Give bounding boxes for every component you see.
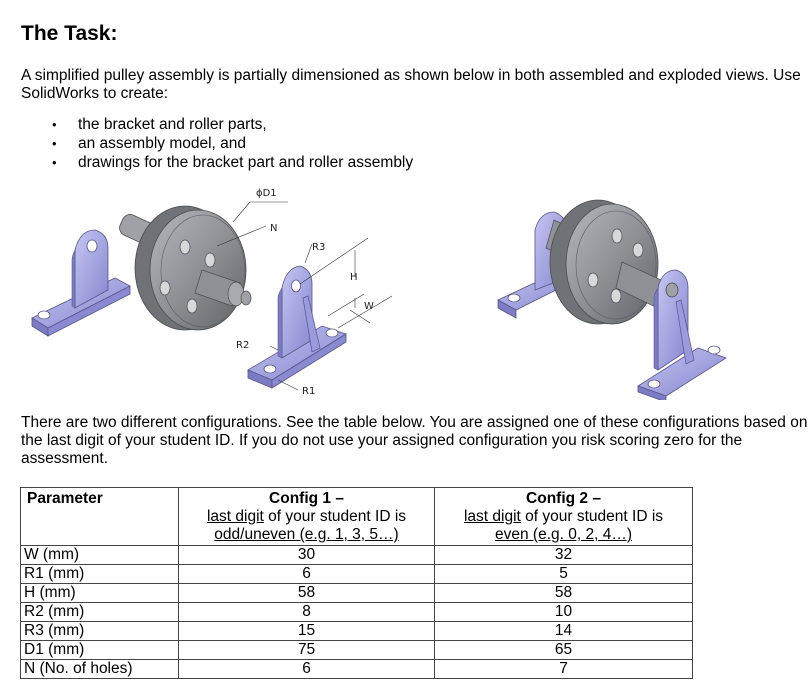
param-name: N (No. of holes) [21,660,179,679]
config-1-value: 15 [179,622,435,641]
configurations-paragraph: There are two different configurations. See the table below. You are assigned one of these configurations based on the last digit of your student ID. If you do not use your assigned configuration you risk scoring zero for the assessment. [21,414,808,467]
param-name: R3 (mm) [21,622,179,641]
param-name: H (mm) [21,584,179,603]
header-parameter: Parameter [21,488,179,546]
header-config-2 [435,488,693,546]
task-list [52,115,413,172]
bracket-right-icon [248,266,346,388]
config-1-value: 75 [179,641,435,660]
table-header-row [21,488,693,546]
intro-paragraph: A simplified pulley assembly is partially dimensioned as shown below in both assembled and exploded views. Use SolidWorks to create: [21,67,801,102]
task-item: • the bracket and roller parts, [52,115,413,134]
exploded-view-figure [20,178,420,408]
dim-label-r1: R1 [302,386,316,397]
config-2-value: 32 [435,546,693,565]
config-2-value: 5 [435,565,693,584]
pulley-roller-icon [117,206,251,330]
config-1-value: 30 [179,546,435,565]
dim-label-d1: ϕD1 [256,188,277,199]
config-1-text: of your student ID is [263,508,407,525]
dim-label-w: W [364,301,374,312]
config-1-parity: odd/uneven [214,526,296,543]
dim-label-r2: R2 [236,340,250,351]
table-row [21,565,693,584]
config-2-parity: even [494,526,529,543]
param-name: W (mm) [21,546,179,565]
config-1-value: 58 [179,584,435,603]
dim-label-h: H [350,272,358,283]
config-1-title: Config 1 – [269,490,344,507]
dim-label-r3: R3 [312,242,326,253]
configuration-table [20,487,693,679]
config-2-value: 10 [435,603,693,622]
config-2-value: 14 [435,622,693,641]
header-config-1 [179,488,435,546]
param-name: R1 (mm) [21,565,179,584]
config-2-value: 65 [435,641,693,660]
config-2-example: (e.g. 0, 2, 4…) [528,526,632,543]
config-1-example: (e.g. 1, 3, 5…) [295,526,399,543]
table-row [21,660,693,679]
config-1-value: 8 [179,603,435,622]
config-2-title: Config 2 – [526,490,601,507]
page-title: The Task: [21,22,118,45]
table-row [21,622,693,641]
config-2-value: 7 [435,660,693,679]
config-2-underlined: last digit [463,508,521,525]
param-name: D1 (mm) [21,641,179,660]
task-item: • an assembly model, and [52,134,413,153]
config-1-underlined: last digit [206,508,264,525]
dim-label-n: N [270,223,278,234]
config-2-value: 58 [435,584,693,603]
param-name: R2 (mm) [21,603,179,622]
config-1-value: 6 [179,660,435,679]
table-row [21,584,693,603]
table-row [21,603,693,622]
config-1-value: 6 [179,565,435,584]
bracket-left-icon [32,230,130,336]
config-2-text: of your student ID is [520,508,664,525]
table-row [21,641,693,660]
task-item: • drawings for the bracket part and roller assembly [52,153,413,172]
table-row [21,546,693,565]
assembled-view-figure [490,190,730,400]
